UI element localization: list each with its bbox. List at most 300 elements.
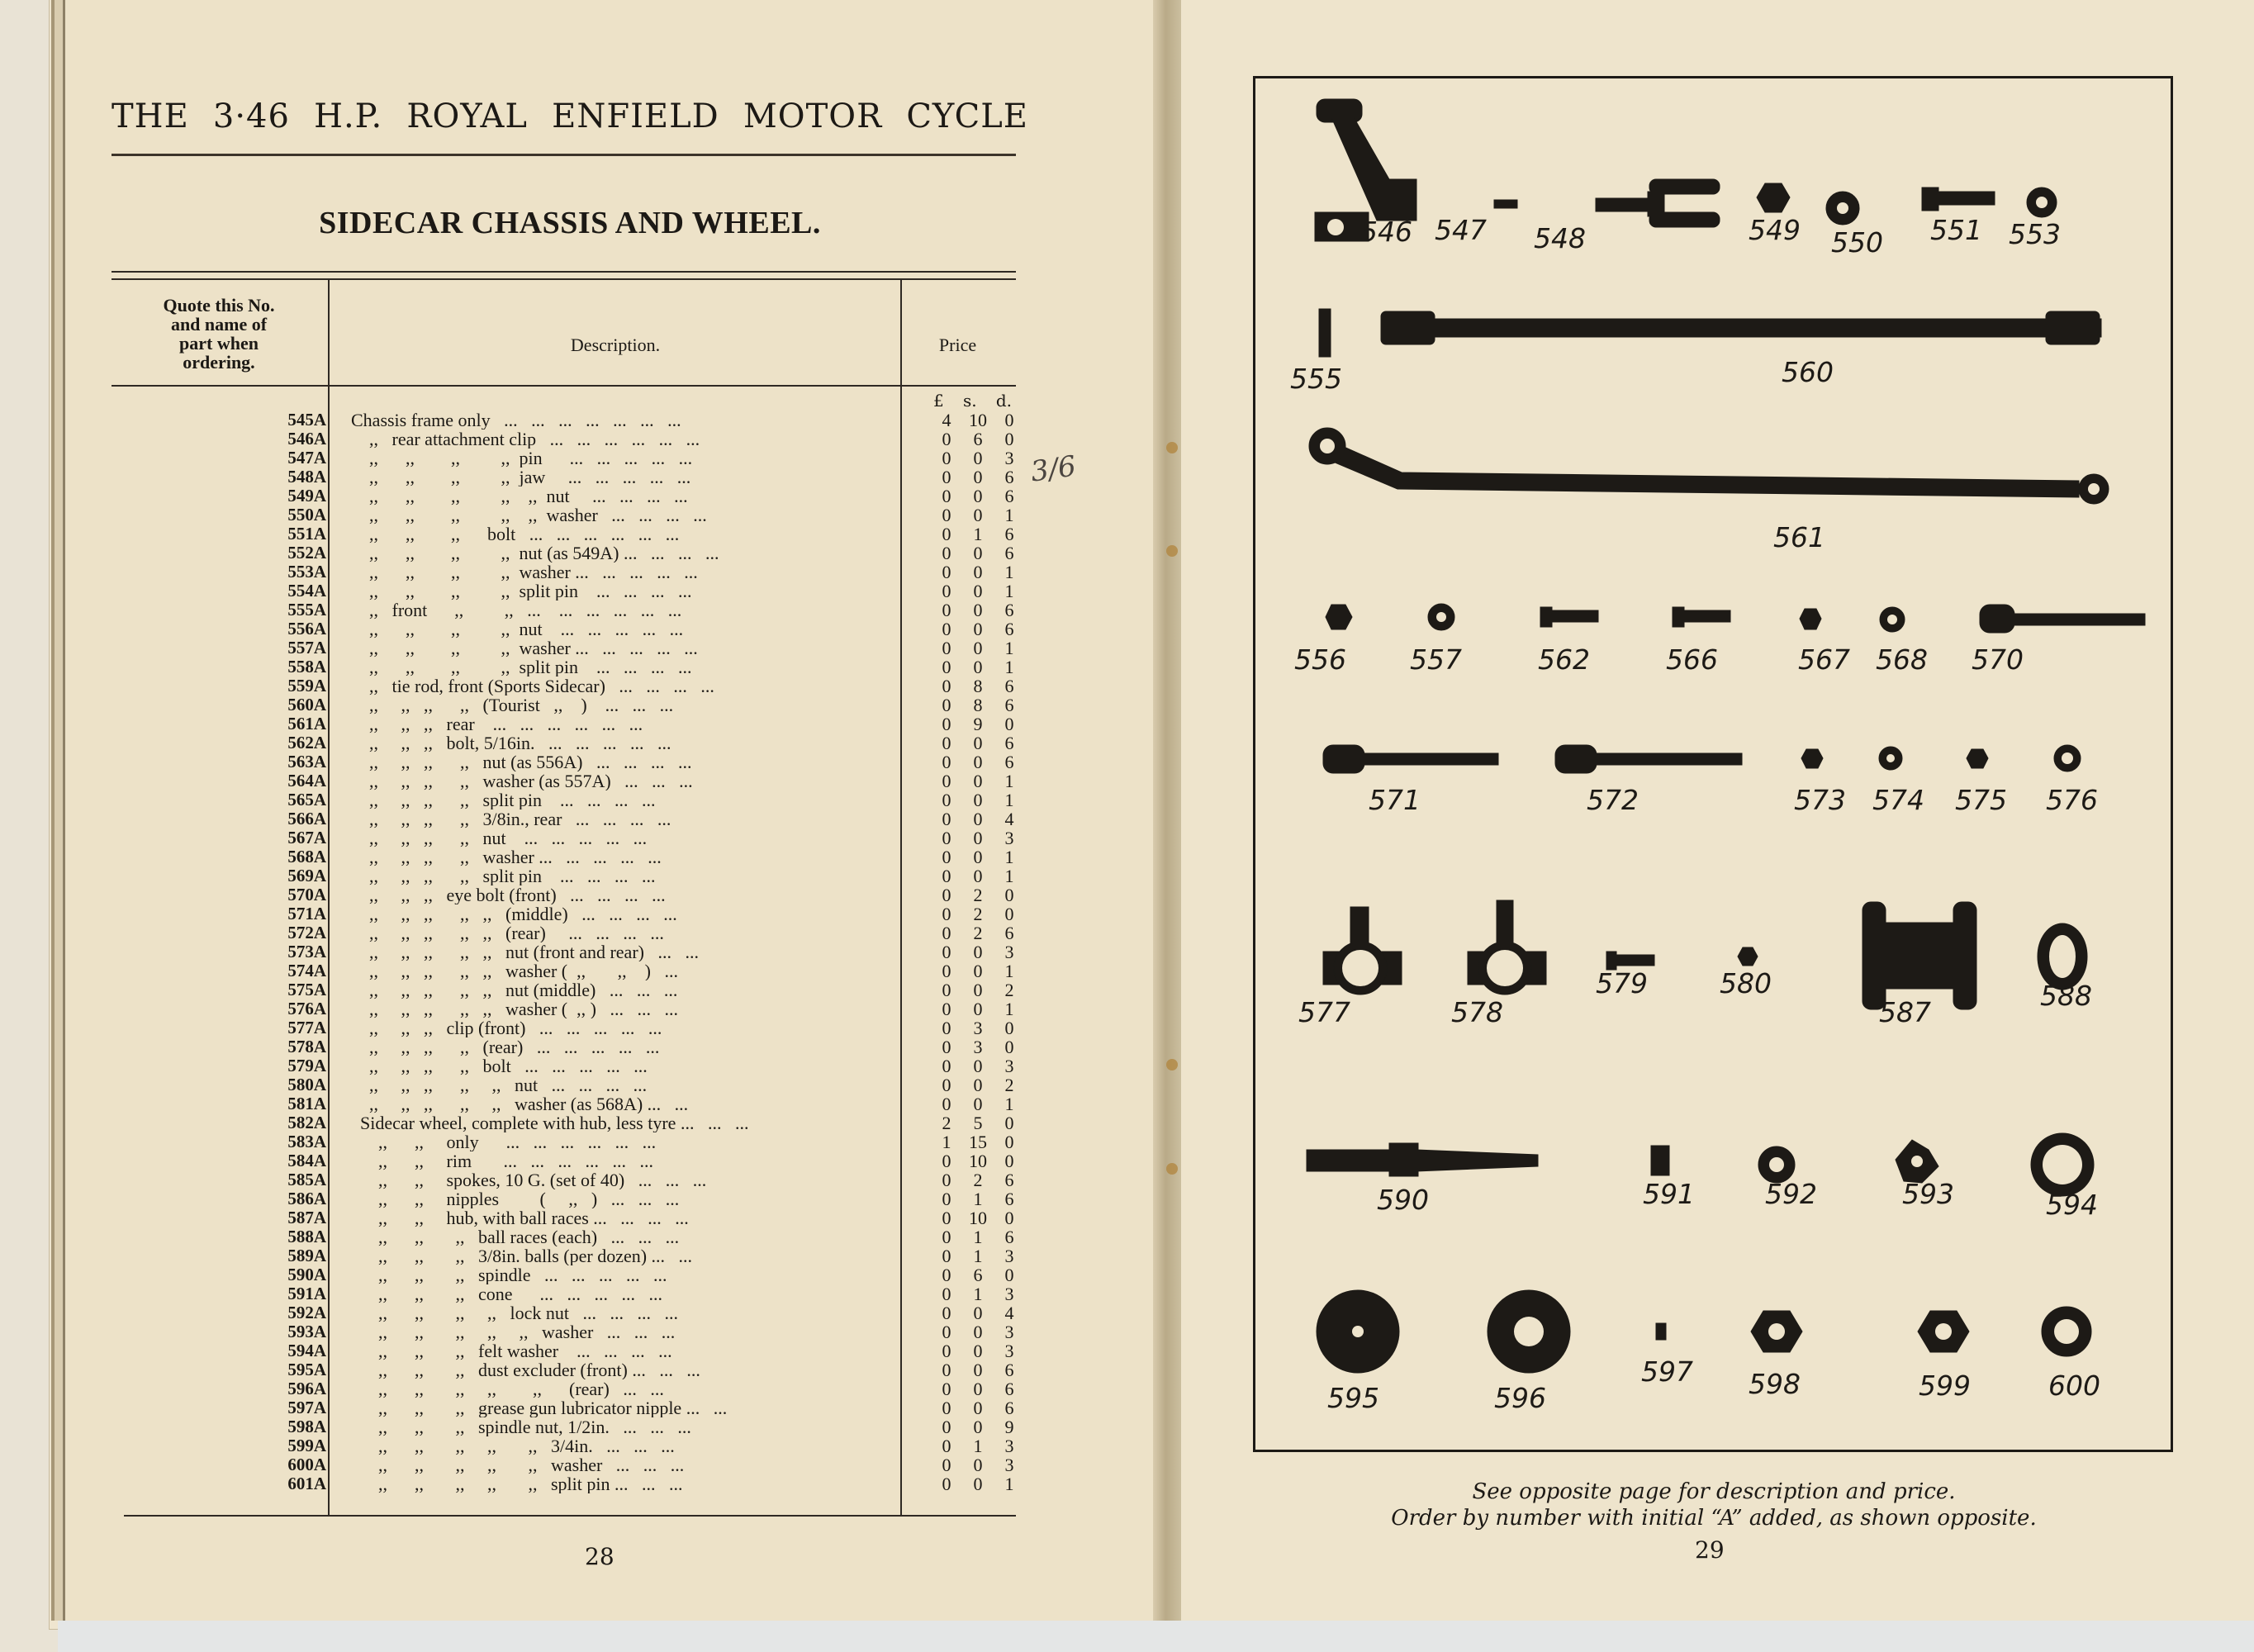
price-shillings: 10 <box>969 410 987 430</box>
price-shillings: 0 <box>973 1398 983 1418</box>
description-header: Description. <box>570 335 661 355</box>
price-pence: 1 <box>1004 1474 1014 1494</box>
page-number-right: 29 <box>1695 1536 1725 1564</box>
part-description: ,, ,, ,, ,, split pin ... ... ... ... <box>351 866 656 885</box>
part-label: 593 <box>1902 1178 1954 1210</box>
table-row <box>112 1246 1016 1265</box>
part-number: 554A <box>287 581 326 601</box>
part-description: ,, ,, ,, ,, nut ... ... ... ... ... <box>351 828 648 847</box>
table-row <box>112 866 1016 885</box>
table-top-rule <box>112 278 1016 280</box>
part-number: 582A <box>287 1113 326 1132</box>
price-shillings: 0 <box>973 1455 983 1475</box>
part-number: 561A <box>287 714 326 733</box>
part-price <box>932 942 1023 961</box>
table-row <box>112 695 1016 714</box>
price-shillings: 8 <box>973 676 983 696</box>
table-row <box>112 563 1016 582</box>
price-shillings: 0 <box>973 1417 983 1437</box>
price-shillings: 0 <box>973 638 983 658</box>
part-price <box>932 771 1023 790</box>
part-price <box>932 1398 1023 1417</box>
table-row <box>112 430 1016 449</box>
part-description: ,, ,, ,, spindle nut, 1/2in. ... ... ... <box>351 1417 691 1436</box>
part-description: ,, rear attachment clip ... ... ... ... ... ... <box>351 430 700 449</box>
price-pounds: 0 <box>942 866 951 886</box>
part-drawing-587 <box>1863 902 1976 1009</box>
part-number: 577A <box>287 1018 326 1037</box>
part-description: ,, ,, ,, ,, washer ... ... ... ... ... <box>351 638 698 657</box>
price-pounds: 0 <box>942 1341 951 1361</box>
part-label: 575 <box>1955 784 2007 816</box>
price-pence: 6 <box>1004 676 1014 696</box>
table-row <box>112 411 1016 430</box>
price-shillings: 1 <box>973 524 983 544</box>
part-number: 583A <box>287 1132 326 1151</box>
price-pence: 6 <box>1004 1360 1014 1380</box>
rust-stain <box>1166 442 1178 453</box>
price-pounds: 0 <box>942 1056 951 1076</box>
table-row <box>112 1417 1016 1436</box>
running-head <box>112 97 1028 135</box>
part-label: 548 <box>1534 222 1586 254</box>
table-row <box>112 1303 1016 1322</box>
part-label: 590 <box>1377 1184 1429 1216</box>
price-shillings: 0 <box>973 600 983 620</box>
part-price <box>932 847 1023 866</box>
part-price <box>932 866 1023 885</box>
price-pence: 3 <box>1004 1246 1014 1266</box>
part-label: 595 <box>1327 1382 1379 1414</box>
part-label: 562 <box>1538 643 1590 676</box>
price-pounds: 0 <box>942 885 951 905</box>
table-row <box>112 961 1016 980</box>
part-description: ,, ,, ,, ,, washer (as 557A) ... ... ... <box>351 771 693 790</box>
price-pence: 6 <box>1004 619 1014 639</box>
running-head-word: 3·46 <box>212 97 290 135</box>
book-gutter <box>1153 0 1181 1629</box>
illustration-caption <box>1255 1479 2172 1531</box>
part-description: ,, ,, spokes, 10 G. (set of 40) ... ... ... <box>351 1170 707 1189</box>
table-row <box>112 544 1016 563</box>
price-pounds: 0 <box>942 1360 951 1380</box>
price-pence: 1 <box>1004 562 1014 582</box>
price-pounds: 0 <box>942 904 951 924</box>
part-description: ,, ,, ,, ,, (rear) ... ... ... ... ... <box>351 1037 660 1056</box>
part-drawing-549 <box>1757 183 1790 212</box>
part-price <box>932 544 1023 563</box>
part-number: 558A <box>287 657 326 676</box>
price-shillings: 0 <box>973 980 983 1000</box>
price-pence: 3 <box>1004 1341 1014 1361</box>
part-price <box>932 1018 1023 1037</box>
handwritten-price-note: 3/6 <box>1028 449 1079 489</box>
price-pence: 0 <box>1004 1037 1014 1057</box>
part-price <box>932 620 1023 638</box>
part-description: ,, ,, ,, felt washer ... ... ... ... <box>351 1341 672 1360</box>
price-shillings: 0 <box>973 1474 983 1494</box>
part-description: ,, ,, ,, ,, jaw ... ... ... ... ... <box>351 468 691 487</box>
part-label: 572 <box>1587 784 1639 816</box>
part-drawing-560 <box>1381 311 2101 344</box>
part-description: ,, ,, ,, ,, (Tourist ,, ) ... ... ... <box>351 695 674 714</box>
table-row <box>112 1170 1016 1189</box>
part-number: 567A <box>287 828 326 847</box>
part-number: 593A <box>287 1322 326 1341</box>
header-line: ordering. <box>183 352 255 373</box>
price-pence: 6 <box>1004 1227 1014 1247</box>
price-pounds: 0 <box>942 524 951 544</box>
running-head-word: H.P. <box>314 97 383 135</box>
part-number: 590A <box>287 1265 326 1284</box>
price-pounds: 0 <box>942 1436 951 1456</box>
part-price <box>932 1113 1023 1132</box>
part-number: 559A <box>287 676 326 695</box>
part-description: ,, ,, rim ... ... ... ... ... ... <box>351 1151 654 1170</box>
price-shillings: 2 <box>973 885 983 905</box>
price-pounds: 0 <box>942 1284 951 1304</box>
price-pence: 6 <box>1004 486 1014 506</box>
part-label: 580 <box>1720 967 1772 999</box>
part-drawing-575 <box>1967 749 1988 768</box>
price-shillings: 0 <box>973 790 983 810</box>
table-row <box>112 885 1016 904</box>
table-row <box>112 942 1016 961</box>
price-pounds: 0 <box>942 695 951 715</box>
part-drawing-580 <box>1738 947 1758 966</box>
part-description: ,, ,, ,, ,, ,, (rear) ... ... ... ... <box>351 923 664 942</box>
table-row <box>112 1132 1016 1151</box>
part-price <box>932 828 1023 847</box>
price-pence: 6 <box>1004 695 1014 715</box>
table-row <box>112 1436 1016 1455</box>
price-pounds: 0 <box>942 790 951 810</box>
part-price <box>932 1322 1023 1341</box>
part-number: 550A <box>287 505 326 525</box>
part-price <box>932 904 1023 923</box>
part-label: 546 <box>1360 216 1412 248</box>
part-label: 555 <box>1290 363 1342 395</box>
part-description: ,, ,, ,, eye bolt (front) ... ... ... ... <box>351 885 666 904</box>
price-pence: 6 <box>1004 467 1014 487</box>
table-row <box>112 1037 1016 1056</box>
pence-label: d. <box>995 391 1012 411</box>
part-number: 585A <box>287 1170 326 1189</box>
part-description: ,, ,, only ... ... ... ... ... ... <box>351 1132 657 1151</box>
part-number: 589A <box>287 1246 326 1265</box>
price-shillings: 15 <box>969 1132 987 1152</box>
running-head-word: CYCLE <box>906 97 1028 135</box>
part-description: ,, ,, hub, with ball races ... ... ... ... <box>351 1208 689 1227</box>
part-label: 594 <box>2046 1189 2098 1221</box>
part-number: 545A <box>287 410 326 430</box>
part-number: 553A <box>287 562 326 582</box>
table-row <box>112 449 1016 468</box>
table-bottom-rule <box>124 1515 1016 1517</box>
part-number: 565A <box>287 790 326 809</box>
part-description: Sidecar wheel, complete with hub, less tyre ... ... ... <box>351 1113 749 1132</box>
part-label: 573 <box>1794 784 1846 816</box>
part-description: ,, ,, ,, ,, ,, split pin ... ... ... <box>351 1474 683 1493</box>
part-number: 595A <box>287 1360 326 1379</box>
parts-illustration <box>1253 76 2173 1452</box>
table-row <box>112 525 1016 544</box>
table-row <box>112 904 1016 923</box>
part-label: 557 <box>1410 643 1462 676</box>
table-row <box>112 999 1016 1018</box>
part-description: ,, ,, ,, ,, split pin ... ... ... ... <box>351 582 692 601</box>
part-number: 560A <box>287 695 326 714</box>
part-drawing-597 <box>1656 1323 1666 1340</box>
price-pence: 0 <box>1004 410 1014 430</box>
header-line: Quote this No. <box>163 295 275 316</box>
part-drawing-547 <box>1494 200 1517 208</box>
part-label: 597 <box>1641 1355 1693 1388</box>
price-pounds: 0 <box>942 1208 951 1228</box>
table-row <box>112 1151 1016 1170</box>
part-number: 594A <box>287 1341 326 1360</box>
price-pence: 6 <box>1004 524 1014 544</box>
price-pence: 3 <box>1004 1056 1014 1076</box>
price-shillings: 0 <box>973 448 983 468</box>
part-label: 591 <box>1643 1178 1695 1210</box>
part-drawing-567 <box>1800 609 1821 629</box>
price-shillings: 1 <box>973 1227 983 1247</box>
table-row <box>112 790 1016 809</box>
part-number: 566A <box>287 809 326 828</box>
part-label: 587 <box>1879 996 1931 1028</box>
price-pounds: 0 <box>942 600 951 620</box>
part-number: 562A <box>287 733 326 752</box>
part-price <box>932 1151 1023 1170</box>
price-pence: 3 <box>1004 828 1014 848</box>
price-pounds: 0 <box>942 543 951 563</box>
price-pounds: 0 <box>942 638 951 658</box>
part-description: ,, ,, ,, ,, ,, nut (middle) ... ... ... <box>351 980 678 999</box>
part-description: ,, ,, ,, cone ... ... ... ... ... <box>351 1284 663 1303</box>
running-head-word: THE <box>112 97 189 135</box>
price-shillings: 0 <box>973 486 983 506</box>
part-label: 567 <box>1798 643 1850 676</box>
part-price <box>932 676 1023 695</box>
table-row <box>112 657 1016 676</box>
part-price <box>932 980 1023 999</box>
price-pounds: 0 <box>942 1094 951 1114</box>
table-row <box>112 1322 1016 1341</box>
part-description: ,, ,, ,, ,, pin ... ... ... ... ... <box>351 449 693 468</box>
price-pence: 1 <box>1004 961 1014 981</box>
part-description: ,, ,, ,, ,, washer ... ... ... ... ... <box>351 847 662 866</box>
price-shillings: 0 <box>973 467 983 487</box>
part-label: 592 <box>1765 1178 1817 1210</box>
price-pounds: 0 <box>942 1379 951 1399</box>
part-description: ,, ,, ,, bolt, 5/16in. ... ... ... ... ... <box>351 733 671 752</box>
price-shillings: 0 <box>973 1056 983 1076</box>
part-price <box>932 695 1023 714</box>
price-pounds: 0 <box>942 562 951 582</box>
price-shillings: 0 <box>973 543 983 563</box>
part-number: 570A <box>287 885 326 904</box>
price-shillings: 2 <box>973 923 983 943</box>
price-shillings: 3 <box>973 1037 983 1057</box>
price-pence: 6 <box>1004 1379 1014 1399</box>
part-label: 571 <box>1369 784 1421 816</box>
part-label: 556 <box>1294 643 1346 676</box>
price-pence: 0 <box>1004 714 1014 734</box>
part-label: 574 <box>1872 784 1924 816</box>
table-row <box>112 980 1016 999</box>
part-price <box>932 714 1023 733</box>
table-row <box>112 1455 1016 1474</box>
price-pounds: 0 <box>942 1303 951 1323</box>
price-shillings: 0 <box>973 505 983 525</box>
price-pence: 1 <box>1004 581 1014 601</box>
part-description: ,, ,, ,, ,, ,, nut (front and rear) ... ... <box>351 942 699 961</box>
price-shillings: 6 <box>973 429 983 449</box>
part-price <box>932 411 1023 430</box>
part-description: ,, ,, ,, ,, ,, nut ... ... ... ... <box>351 487 688 506</box>
price-pounds: 0 <box>942 1227 951 1247</box>
part-number: 587A <box>287 1208 326 1227</box>
table-row <box>112 1360 1016 1379</box>
part-price <box>932 790 1023 809</box>
part-price <box>932 582 1023 601</box>
part-price <box>932 657 1023 676</box>
price-pounds: 0 <box>942 448 951 468</box>
part-label: 550 <box>1831 226 1883 259</box>
part-price <box>932 1455 1023 1474</box>
part-description: ,, ,, ,, ,, ,, (middle) ... ... ... ... <box>351 904 677 923</box>
part-number: 579A <box>287 1056 326 1075</box>
part-drawing-591 <box>1651 1146 1669 1175</box>
price-shillings: 0 <box>973 581 983 601</box>
price-pounds: 0 <box>942 467 951 487</box>
part-label: 596 <box>1494 1382 1546 1414</box>
part-label: 588 <box>2040 980 2092 1012</box>
part-drawing-572 <box>1555 745 1742 773</box>
price-pence: 0 <box>1004 1208 1014 1228</box>
price-shillings: 0 <box>973 847 983 867</box>
part-number: 557A <box>287 638 326 657</box>
part-drawing-566 <box>1673 607 1730 627</box>
table-row <box>112 1113 1016 1132</box>
running-head-word: ROYAL <box>406 97 528 135</box>
part-number: 574A <box>287 961 326 980</box>
part-label: 577 <box>1298 996 1350 1028</box>
part-number: 563A <box>287 752 326 771</box>
price-pence: 9 <box>1004 1417 1014 1437</box>
part-price <box>932 1417 1023 1436</box>
part-description: ,, ,, ,, ,, ,, washer (as 568A) ... ... <box>351 1094 689 1113</box>
part-label: 576 <box>2046 784 2098 816</box>
table-row <box>112 923 1016 942</box>
table-row <box>112 1227 1016 1246</box>
part-number: 556A <box>287 619 326 638</box>
rust-stain <box>1166 1163 1178 1175</box>
price-pounds: 0 <box>942 505 951 525</box>
price-shillings: 2 <box>973 904 983 924</box>
part-number: 573A <box>287 942 326 961</box>
price-shillings: 10 <box>969 1208 987 1228</box>
price-pounds: 0 <box>942 733 951 753</box>
part-description: ,, tie rod, front (Sports Sidecar) ... ... ... ... <box>351 676 714 695</box>
table-row <box>112 1075 1016 1094</box>
part-description: ,, ,, ,, ,, ,, washer ... ... ... <box>351 1322 676 1341</box>
price-pence: 1 <box>1004 505 1014 525</box>
price-pence: 1 <box>1004 999 1014 1019</box>
table-row <box>112 1341 1016 1360</box>
caption-line: Order by number with initial “A” added, as shown opposite. <box>1391 1506 2037 1531</box>
part-label: 553 <box>2009 218 2061 250</box>
part-number: 591A <box>287 1284 326 1303</box>
part-number: 551A <box>287 524 326 544</box>
part-number: 598A <box>287 1417 326 1436</box>
rust-stain <box>1166 1059 1178 1070</box>
part-price <box>932 430 1023 449</box>
table-row <box>112 733 1016 752</box>
price-pence: 3 <box>1004 1436 1014 1456</box>
table-row <box>112 506 1016 525</box>
part-price <box>932 752 1023 771</box>
price-pence: 0 <box>1004 1265 1014 1285</box>
part-drawing-570 <box>1980 605 2145 633</box>
part-price <box>932 1227 1023 1246</box>
part-number: 575A <box>287 980 326 999</box>
part-number: 576A <box>287 999 326 1018</box>
price-pence: 1 <box>1004 1094 1014 1114</box>
price-pounds: 0 <box>942 771 951 791</box>
price-pounds: 0 <box>942 619 951 639</box>
part-price <box>932 1170 1023 1189</box>
part-price <box>932 1132 1023 1151</box>
part-price <box>932 1037 1023 1056</box>
part-label: 547 <box>1435 214 1487 246</box>
price-pounds: 0 <box>942 752 951 772</box>
part-price <box>932 1056 1023 1075</box>
part-price <box>932 1189 1023 1208</box>
price-pence: 0 <box>1004 429 1014 449</box>
price-pence: 1 <box>1004 790 1014 810</box>
part-drawing-562 <box>1540 607 1598 627</box>
part-description: ,, ,, ,, ball races (each) ... ... ... <box>351 1227 680 1246</box>
price-pounds: 0 <box>942 657 951 677</box>
price-pounds: 0 <box>942 847 951 867</box>
price-pounds: 0 <box>942 980 951 1000</box>
price-shillings: 1 <box>973 1436 983 1456</box>
price-shillings: 8 <box>973 695 983 715</box>
price-header: Price <box>938 335 977 355</box>
price-shillings: 0 <box>973 1379 983 1399</box>
price-pounds: 0 <box>942 486 951 506</box>
part-number: 588A <box>287 1227 326 1246</box>
price-pounds: 0 <box>942 1151 951 1171</box>
price-pence: 3 <box>1004 1322 1014 1342</box>
part-price <box>932 1246 1023 1265</box>
part-price <box>932 1265 1023 1284</box>
table-row <box>112 468 1016 487</box>
part-price <box>932 1208 1023 1227</box>
header-rule <box>112 385 1016 387</box>
price-pence: 3 <box>1004 1284 1014 1304</box>
part-description: ,, ,, ,, ,, ,, washer ( ,, ,, ) ... <box>351 961 678 980</box>
price-shillings: 0 <box>973 809 983 829</box>
price-pounds: 0 <box>942 581 951 601</box>
parts-table <box>112 411 1016 1493</box>
part-drawing-573 <box>1801 749 1823 768</box>
part-number: 547A <box>287 448 326 468</box>
part-price <box>932 809 1023 828</box>
price-pence: 1 <box>1004 638 1014 658</box>
